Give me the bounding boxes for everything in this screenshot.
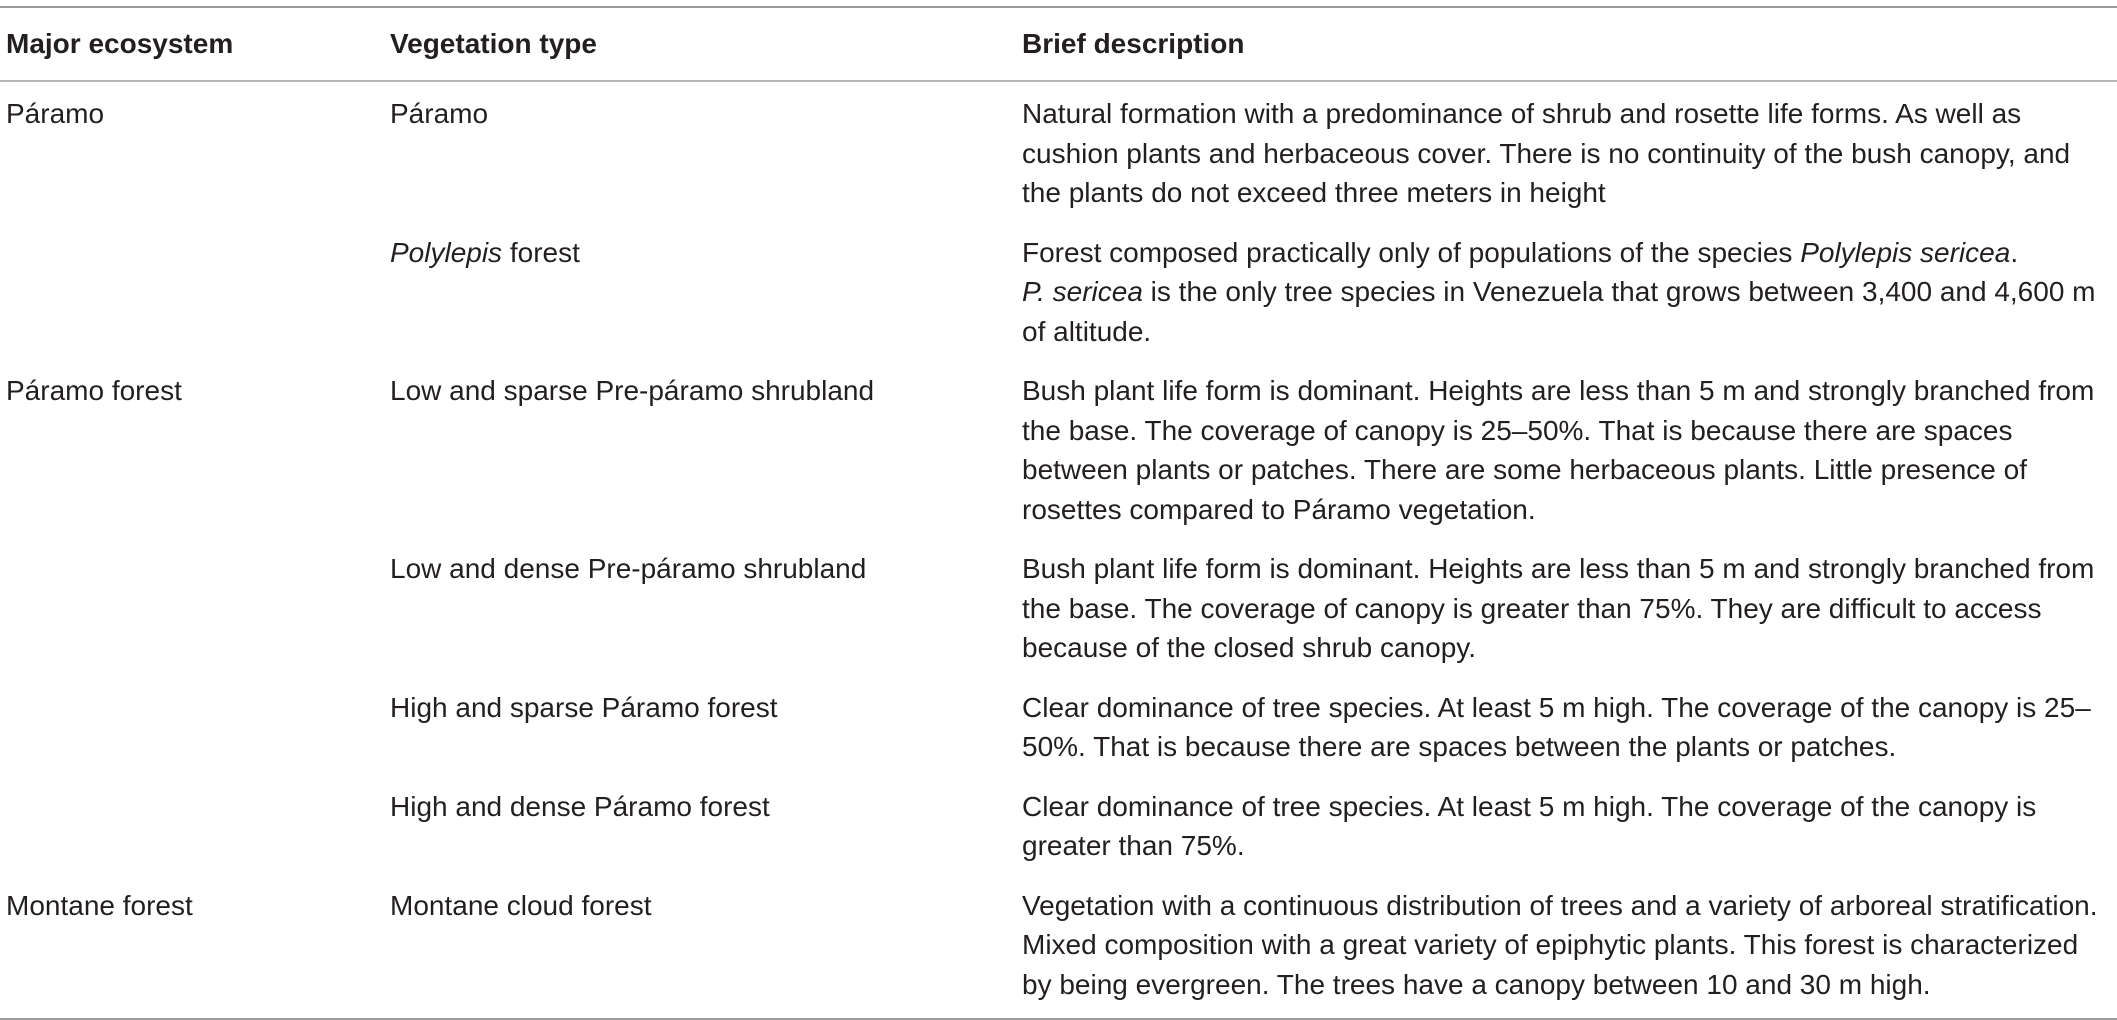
cell-ecosystem <box>0 539 384 678</box>
description-part: . <box>2010 236 2019 268</box>
description-italic-species: P. sericea <box>1022 276 1143 307</box>
table-row <box>0 678 2117 777</box>
cell-description: Natural formation with a predominance of shrub and rosette life forms. As well as cushion plants and herbaceous cover. There is no continuity of the bush canopy, and the plants do not exceed three meters in height <box>1022 98 2071 208</box>
description-italic-species: Polylepis sericea <box>1800 236 2011 268</box>
cell-vegetation: Low and sparse Pre-páramo shrubland <box>390 375 875 406</box>
vegetation-rest: forest <box>502 236 580 268</box>
description-part: Forest composed practically only of populations of the species <box>1022 236 1801 268</box>
table-row <box>0 223 2117 362</box>
cell-vegetation: Montane cloud forest <box>384 876 1016 1020</box>
description-part: is the only tree species in Venezuela that grows between 3,400 and 4,600 m of altitude. <box>1022 276 2096 347</box>
header-brief-description: Brief description <box>1016 7 2117 81</box>
vegetation-table <box>0 6 2117 1020</box>
cell-description: Clear dominance of tree species. At least 5 m high. The coverage of the canopy is 25–50%. That is because there are spaces between the plants or patches. <box>1022 691 2091 762</box>
header-major-ecosystem: Major ecosystem <box>0 7 384 81</box>
table-row <box>0 876 2117 1020</box>
cell-vegetation: Páramo <box>390 98 489 129</box>
cell-ecosystem: Montane forest <box>0 876 384 1020</box>
cell-ecosystem <box>0 678 384 777</box>
cell-description: Bush plant life form is dominant. Heights are less than 5 m and strongly branched from the base. The coverage of canopy is 25–50%. That is because there are spaces between plants or patches. There are some herbaceous plants. Little presence of rosettes compared to Páramo vegetation. <box>1022 375 2095 525</box>
cell-vegetation: Low and dense Pre-páramo shrubland <box>390 553 867 584</box>
table-row <box>0 361 2117 539</box>
cell-vegetation: High and dense Páramo forest <box>390 790 770 822</box>
cell-description: Bush plant life form is dominant. Heights are less than 5 m and strongly branched from the base. The coverage of canopy is greater than 75%. They are difficult to access because of the closed shrub canopy. <box>1022 553 2095 663</box>
cell-ecosystem <box>0 777 384 876</box>
vegetation-table-container <box>0 6 2117 1020</box>
cell-vegetation: High and sparse Páramo forest <box>390 691 778 723</box>
cell-description <box>1016 223 2117 362</box>
cell-ecosystem: Páramo forest <box>6 375 182 406</box>
table-row <box>0 777 2117 876</box>
table-row <box>0 539 2117 678</box>
cell-ecosystem <box>0 223 384 362</box>
table-header-row <box>0 7 2117 81</box>
cell-description: Clear dominance of tree species. At least 5 m high. The coverage of the canopy is greater than 75%. <box>1022 790 2037 861</box>
vegetation-italic-genus: Polylepis <box>390 236 503 268</box>
cell-description: Vegetation with a continuous distribution of trees and a variety of arboreal stratification. Mixed composition with a great variety of epiphytic plants. This forest is characterized by being evergreen. The trees have a canopy between 10 and 30 m high. <box>1016 876 2117 1020</box>
header-vegetation-type: Vegetation type <box>384 7 1016 81</box>
cell-vegetation <box>384 223 1016 362</box>
table-row <box>0 81 2117 223</box>
cell-ecosystem: Páramo <box>6 98 105 129</box>
